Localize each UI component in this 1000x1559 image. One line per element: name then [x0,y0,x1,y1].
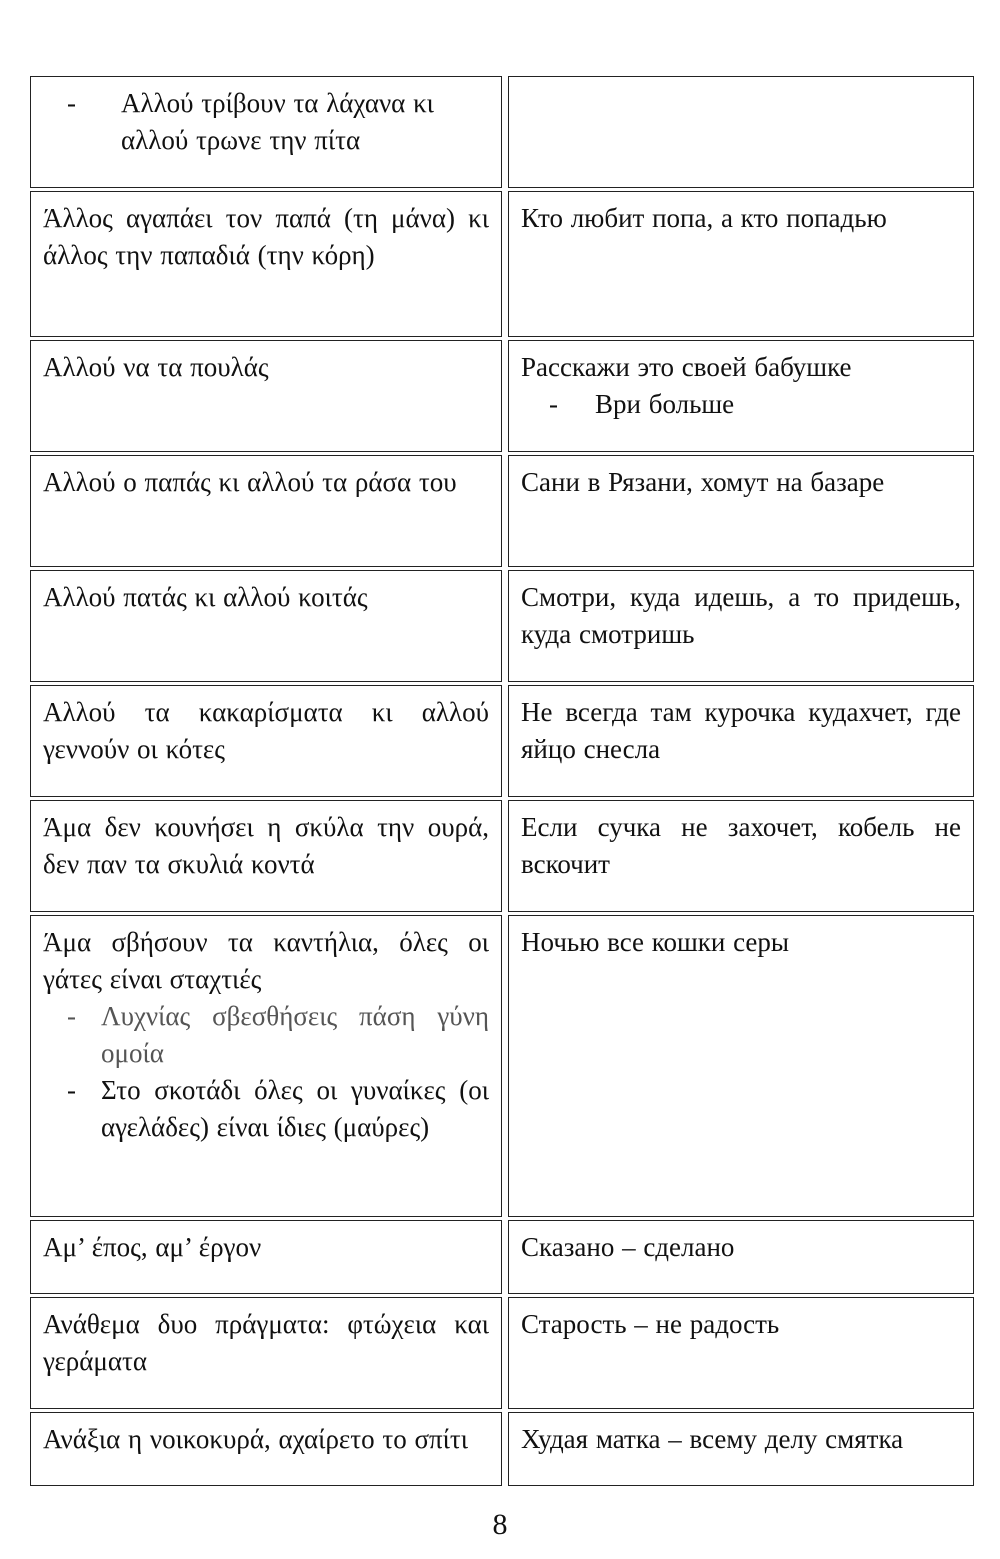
russian-cell [508,1220,974,1294]
greek-cell [30,1412,502,1486]
russian-cell [508,1412,974,1486]
greek-list-item [43,1072,489,1146]
greek-proverb: Αλλού τα κακαρίσματα κι αλλού γεννούν οι κότες [43,697,489,764]
russian-equivalent: Худая матка – всему делу смятка [521,1424,904,1454]
russian-cell [508,915,974,1217]
greek-proverb: Άλλος αγαπάει τον παπά (τη μάνα) κι άλλος την παπαδιά (την κόρη) [43,203,489,270]
russian-cell [508,340,974,452]
table-row [30,191,974,337]
russian-equivalent: Сказано – сделано [521,1232,735,1262]
russian-equivalent: Не всегда там курочка кудахчет, где яйцо снесла [521,697,961,764]
table-row [30,340,974,452]
russian-cell [508,570,974,682]
greek-cell [30,455,502,567]
proverb-table [30,73,974,1489]
greek-list-item [43,85,489,159]
table-row [30,1412,974,1486]
greek-proverb: Άμα σβήσουν τα καντήλια, όλες οι γάτες είναι σταχτιές [43,927,489,994]
russian-cell [508,76,974,188]
greek-cell [30,340,502,452]
russian-cell [508,685,974,797]
greek-list-item [43,998,489,1072]
russian-equivalent: Если сучка не захочет, кобель не вскочит [521,812,961,879]
russian-equivalent: Смотри, куда идешь, а то придешь, куда смотришь [521,582,961,649]
table-row [30,570,974,682]
greek-proverb: Αλλού να τα πουλάς [43,352,269,382]
russian-equivalent: Старость – не радость [521,1309,780,1339]
greek-cell [30,685,502,797]
russian-cell [508,1297,974,1409]
russian-equivalent: Ночью все кошки серы [521,927,790,957]
russian-cell [508,191,974,337]
russian-cell [508,455,974,567]
greek-proverb: Άμα δεν κουνήσει η σκύλα την ουρά, δεν παν τα σκυλιά κοντά [43,812,489,879]
dash-marker: - [67,88,76,118]
table-row [30,455,974,567]
greek-proverb: Αμ’ έπος, αμ’ έργον [43,1232,262,1262]
page-number: 8 [492,1508,508,1541]
table-row [30,800,974,912]
greek-cell [30,570,502,682]
dash-marker: - [67,1075,76,1105]
greek-cell [30,915,502,1217]
greek-proverb: Ανάθεμα δυο πράγματα: φτώχεια και γεράματα [43,1309,489,1376]
russian-equivalent: Сани в Рязани, хомут на базаре [521,467,885,497]
greek-proverb: Ανάξια η νοικοκυρά, αχαίρετο το σπίτι [43,1424,469,1454]
table-row [30,915,974,1217]
table-row [30,76,974,188]
russian-cell [508,800,974,912]
russian-list-item [521,386,961,423]
greek-subproverb: Λυχνίας σβεσθήσεις πάση γύνη ομοία [101,1001,489,1068]
greek-subproverb: Αλλού τρίβουν τα λάχανα κι αλλού τρωνε την πίτα [121,88,434,155]
russian-equivalent: Расскажи это своей бабушке [521,352,852,382]
russian-subproverb: Ври больше [595,389,735,419]
greek-cell [30,800,502,912]
table-row [30,1220,974,1294]
table-row [30,1297,974,1409]
dash-marker: - [549,389,559,419]
greek-cell [30,76,502,188]
table-row [30,685,974,797]
russian-equivalent: Кто любит попа, а кто попадью [521,203,887,233]
dash-marker: - [67,1001,76,1031]
greek-cell [30,1297,502,1409]
greek-cell [30,1220,502,1294]
proverb-table-container [30,73,974,1489]
greek-cell [30,191,502,337]
greek-proverb: Αλλού πατάς κι αλλού κοιτάς [43,582,368,612]
greek-subproverb: Στο σκοτάδι όλες οι γυναίκες (οι αγελάδες) είναι ίδιες (μαύρες) [101,1075,489,1142]
greek-proverb: Αλλού ο παπάς κι αλλού τα ράσα του [43,467,457,497]
